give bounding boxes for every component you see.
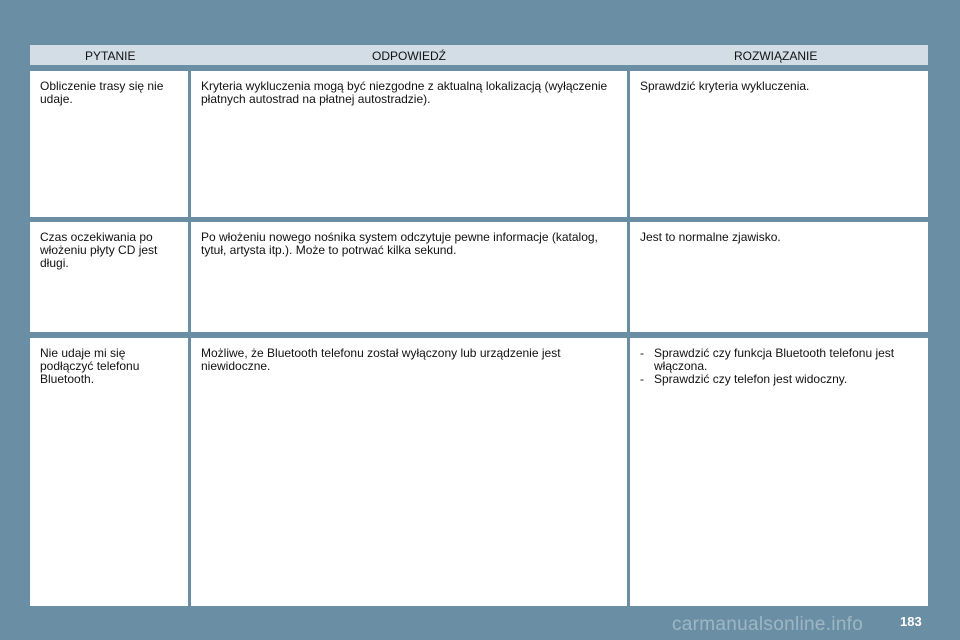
- header-answer: ODPOWIEDŹ: [372, 49, 446, 63]
- answer-cell: Kryteria wykluczenia mogą być niezgodne z aktualną lokalizacją (wyłączenie płatnych autostrad na płatnej autostradzie).: [191, 71, 627, 217]
- table-row: [30, 222, 928, 332]
- table-header: [30, 45, 928, 65]
- watermark: carmanualsonline.info: [672, 614, 864, 635]
- header-question: PYTANIE: [85, 49, 136, 63]
- question-cell: Nie udaje mi się podłączyć telefonu Bluetooth.: [30, 338, 188, 606]
- answer-cell: Możliwe, że Bluetooth telefonu został wyłączony lub urządzenie jest niewidoczne.: [191, 338, 627, 606]
- solution-item: - Sprawdzić czy telefon jest widoczny.: [640, 373, 918, 386]
- question-cell: Czas oczekiwania po włożeniu płyty CD jest długi.: [30, 222, 188, 332]
- question-cell: Obliczenie trasy się nie udaje.: [30, 71, 188, 217]
- table-row: [30, 71, 928, 217]
- solution-cell: [630, 338, 928, 606]
- page-number: 183: [900, 614, 922, 629]
- solution-cell: Sprawdzić kryteria wykluczenia.: [630, 71, 928, 217]
- answer-cell: Po włożeniu nowego nośnika system odczytuje pewne informacje (katalog, tytuł, artysta itp.). Może to potrwać kilka sekund.: [191, 222, 627, 332]
- table-row: [30, 338, 928, 606]
- solution-list: [640, 347, 918, 386]
- solution-item: - Sprawdzić czy funkcja Bluetooth telefonu jest włączona.: [640, 347, 918, 373]
- header-solution: ROZWIĄZANIE: [734, 49, 818, 63]
- solution-cell: Jest to normalne zjawisko.: [630, 222, 928, 332]
